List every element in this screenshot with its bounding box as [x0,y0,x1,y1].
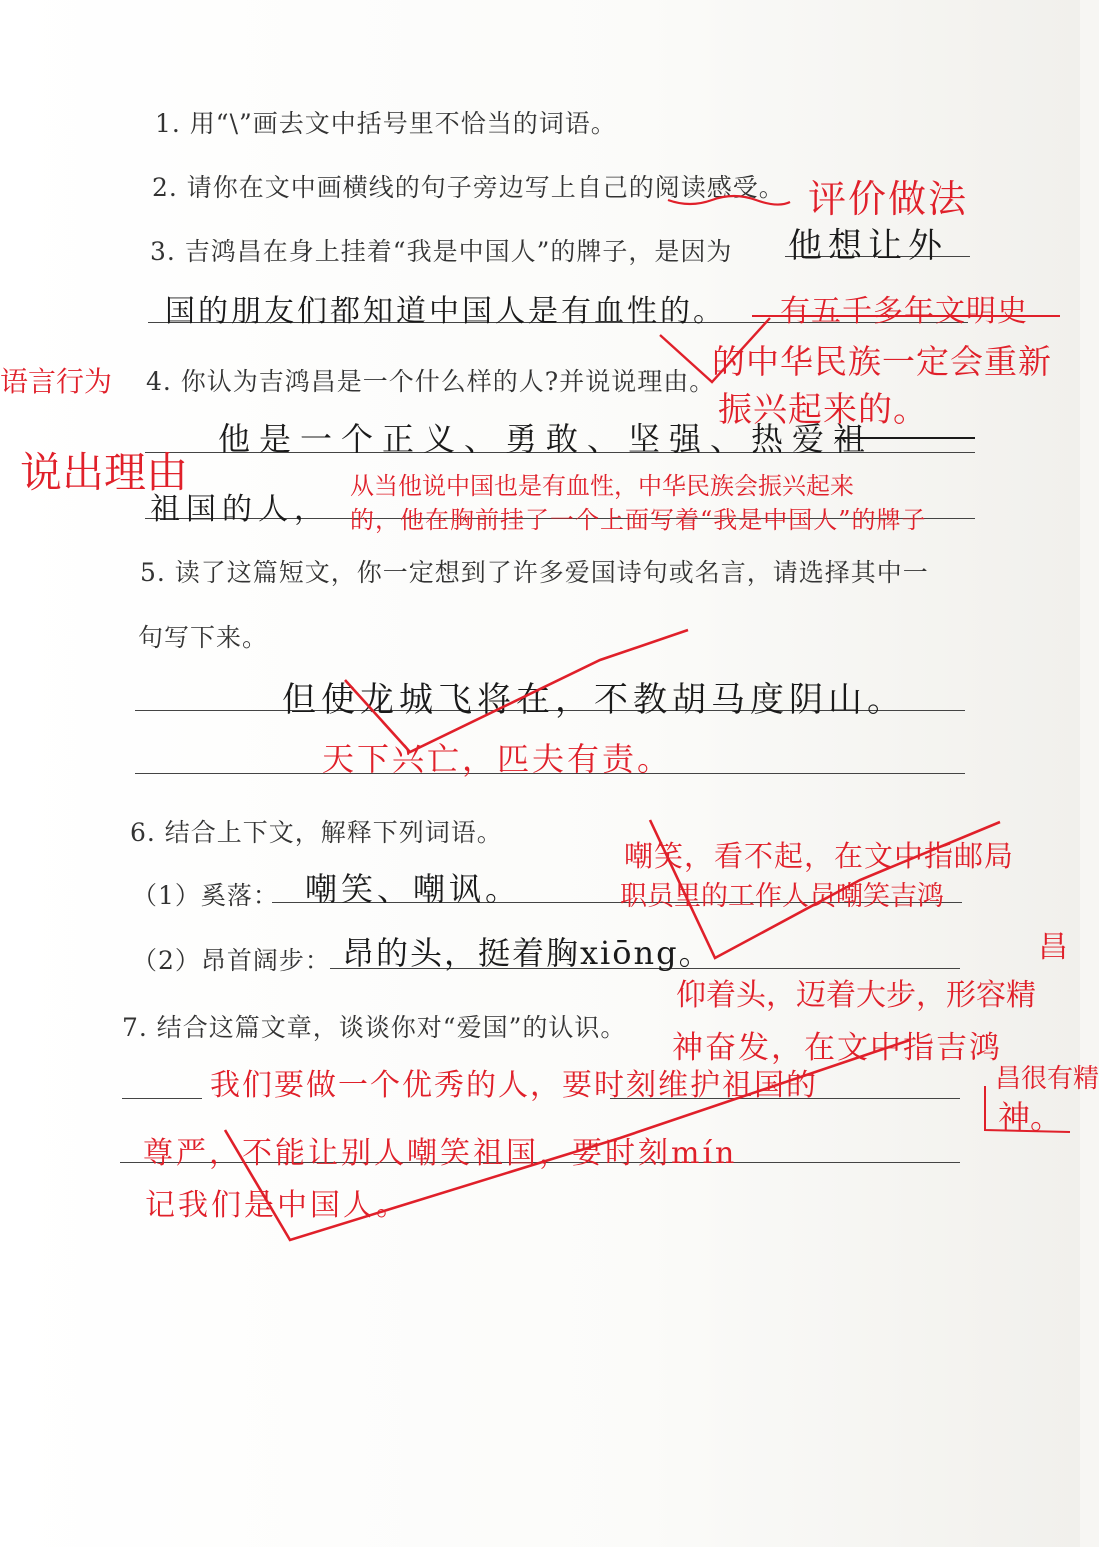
question-2: 2. 请你在文中画横线的句子旁边写上自己的阅读感受。 [152,173,785,202]
teacher-note-q3-line3: 振兴起来的。 [718,390,928,430]
student-answer-7-line3: 记我们是中国人。 [145,1188,409,1223]
question-4: 4. 你认为吉鸿昌是一个什么样的人?并说说理由。 [146,367,716,396]
teacher-note-q6-1-line2: 职员里的工作人员嘲笑吉鸿 [620,881,944,912]
student-answer-6-1: 嘲笑、嘲讽。 [305,870,522,908]
teacher-note-q3-line2: 的中华民族一定会重新 [712,342,1052,381]
student-answer-7-line2: 尊严，不能让别人嘲笑祖国，要时刻mín [143,1136,738,1171]
teacher-note-q6-2-line3: 昌很有精 [995,1064,1099,1094]
question-5-line-2: 句写下来。 [138,623,269,652]
question-1: 1. 用“\”画去文中括号里不恰当的词语。 [155,109,617,138]
student-answer-4-line1: 他是一个正义、勇敢、坚强、热爱祖 [218,420,875,458]
question-6-item-2: （2）昂首阔步： [132,946,331,975]
teacher-note-q6-1-line3: 昌 [1038,930,1068,965]
teacher-note-say-reason: 说出理由 [20,448,189,497]
student-answer-6-2: 昂的头，挺着胸xiōng。 [342,934,713,972]
teacher-note-q5: 天下兴亡，匹夫有责。 [322,740,673,778]
question-5-line-1: 5. 读了这篇短文，你一定想到了许多爱国诗句或名言，请选择其中一 [140,558,929,587]
student-answer-3-part2: 国的朋友们都知道中国人是有血性的。 [165,294,726,329]
question-6-item-1: （1）奚落： [132,881,279,910]
student-answer-4-line2: 祖国的人， [150,492,330,527]
student-answer-3-part1: 他想让外 [788,226,948,266]
teacher-note-q6-1-line1: 嘲笑，看不起，在文中指邮局 [624,839,1015,873]
question-7: 7. 结合这篇文章，谈谈你对“爱国”的认识。 [122,1013,627,1042]
teacher-note-q3-line1: 有五千多年文明史 [780,294,1028,329]
student-answer-5: 但使龙城飞将在，不教胡马度阴山。 [282,680,906,720]
teacher-note-left: 语言行为 [0,365,113,398]
teacher-note-q6-2-line4: 神。 [998,1098,1063,1136]
teacher-note-q4-line2: 的，他在胸前挂了一个上面写着“我是中国人”的牌子 [350,506,927,534]
teacher-note-q6-2-line1: 仰着头，迈着大步，形容精 [676,978,1036,1013]
student-answer-7-line1: 我们要做一个优秀的人，要时刻维护祖国的 [210,1068,818,1103]
teacher-note-q2: 评价做法 [808,177,969,221]
question-6: 6. 结合上下文，解释下列词语。 [130,818,503,847]
teacher-note-q6-2-line2: 神奋发，在文中指吉鸿 [672,1030,1002,1066]
teacher-note-q4-line1: 从当他说中国也是有血性，中华民族会振兴起来 [350,472,854,500]
question-3: 3. 吉鸿昌在身上挂着“我是中国人”的牌子，是因为 [150,237,733,266]
